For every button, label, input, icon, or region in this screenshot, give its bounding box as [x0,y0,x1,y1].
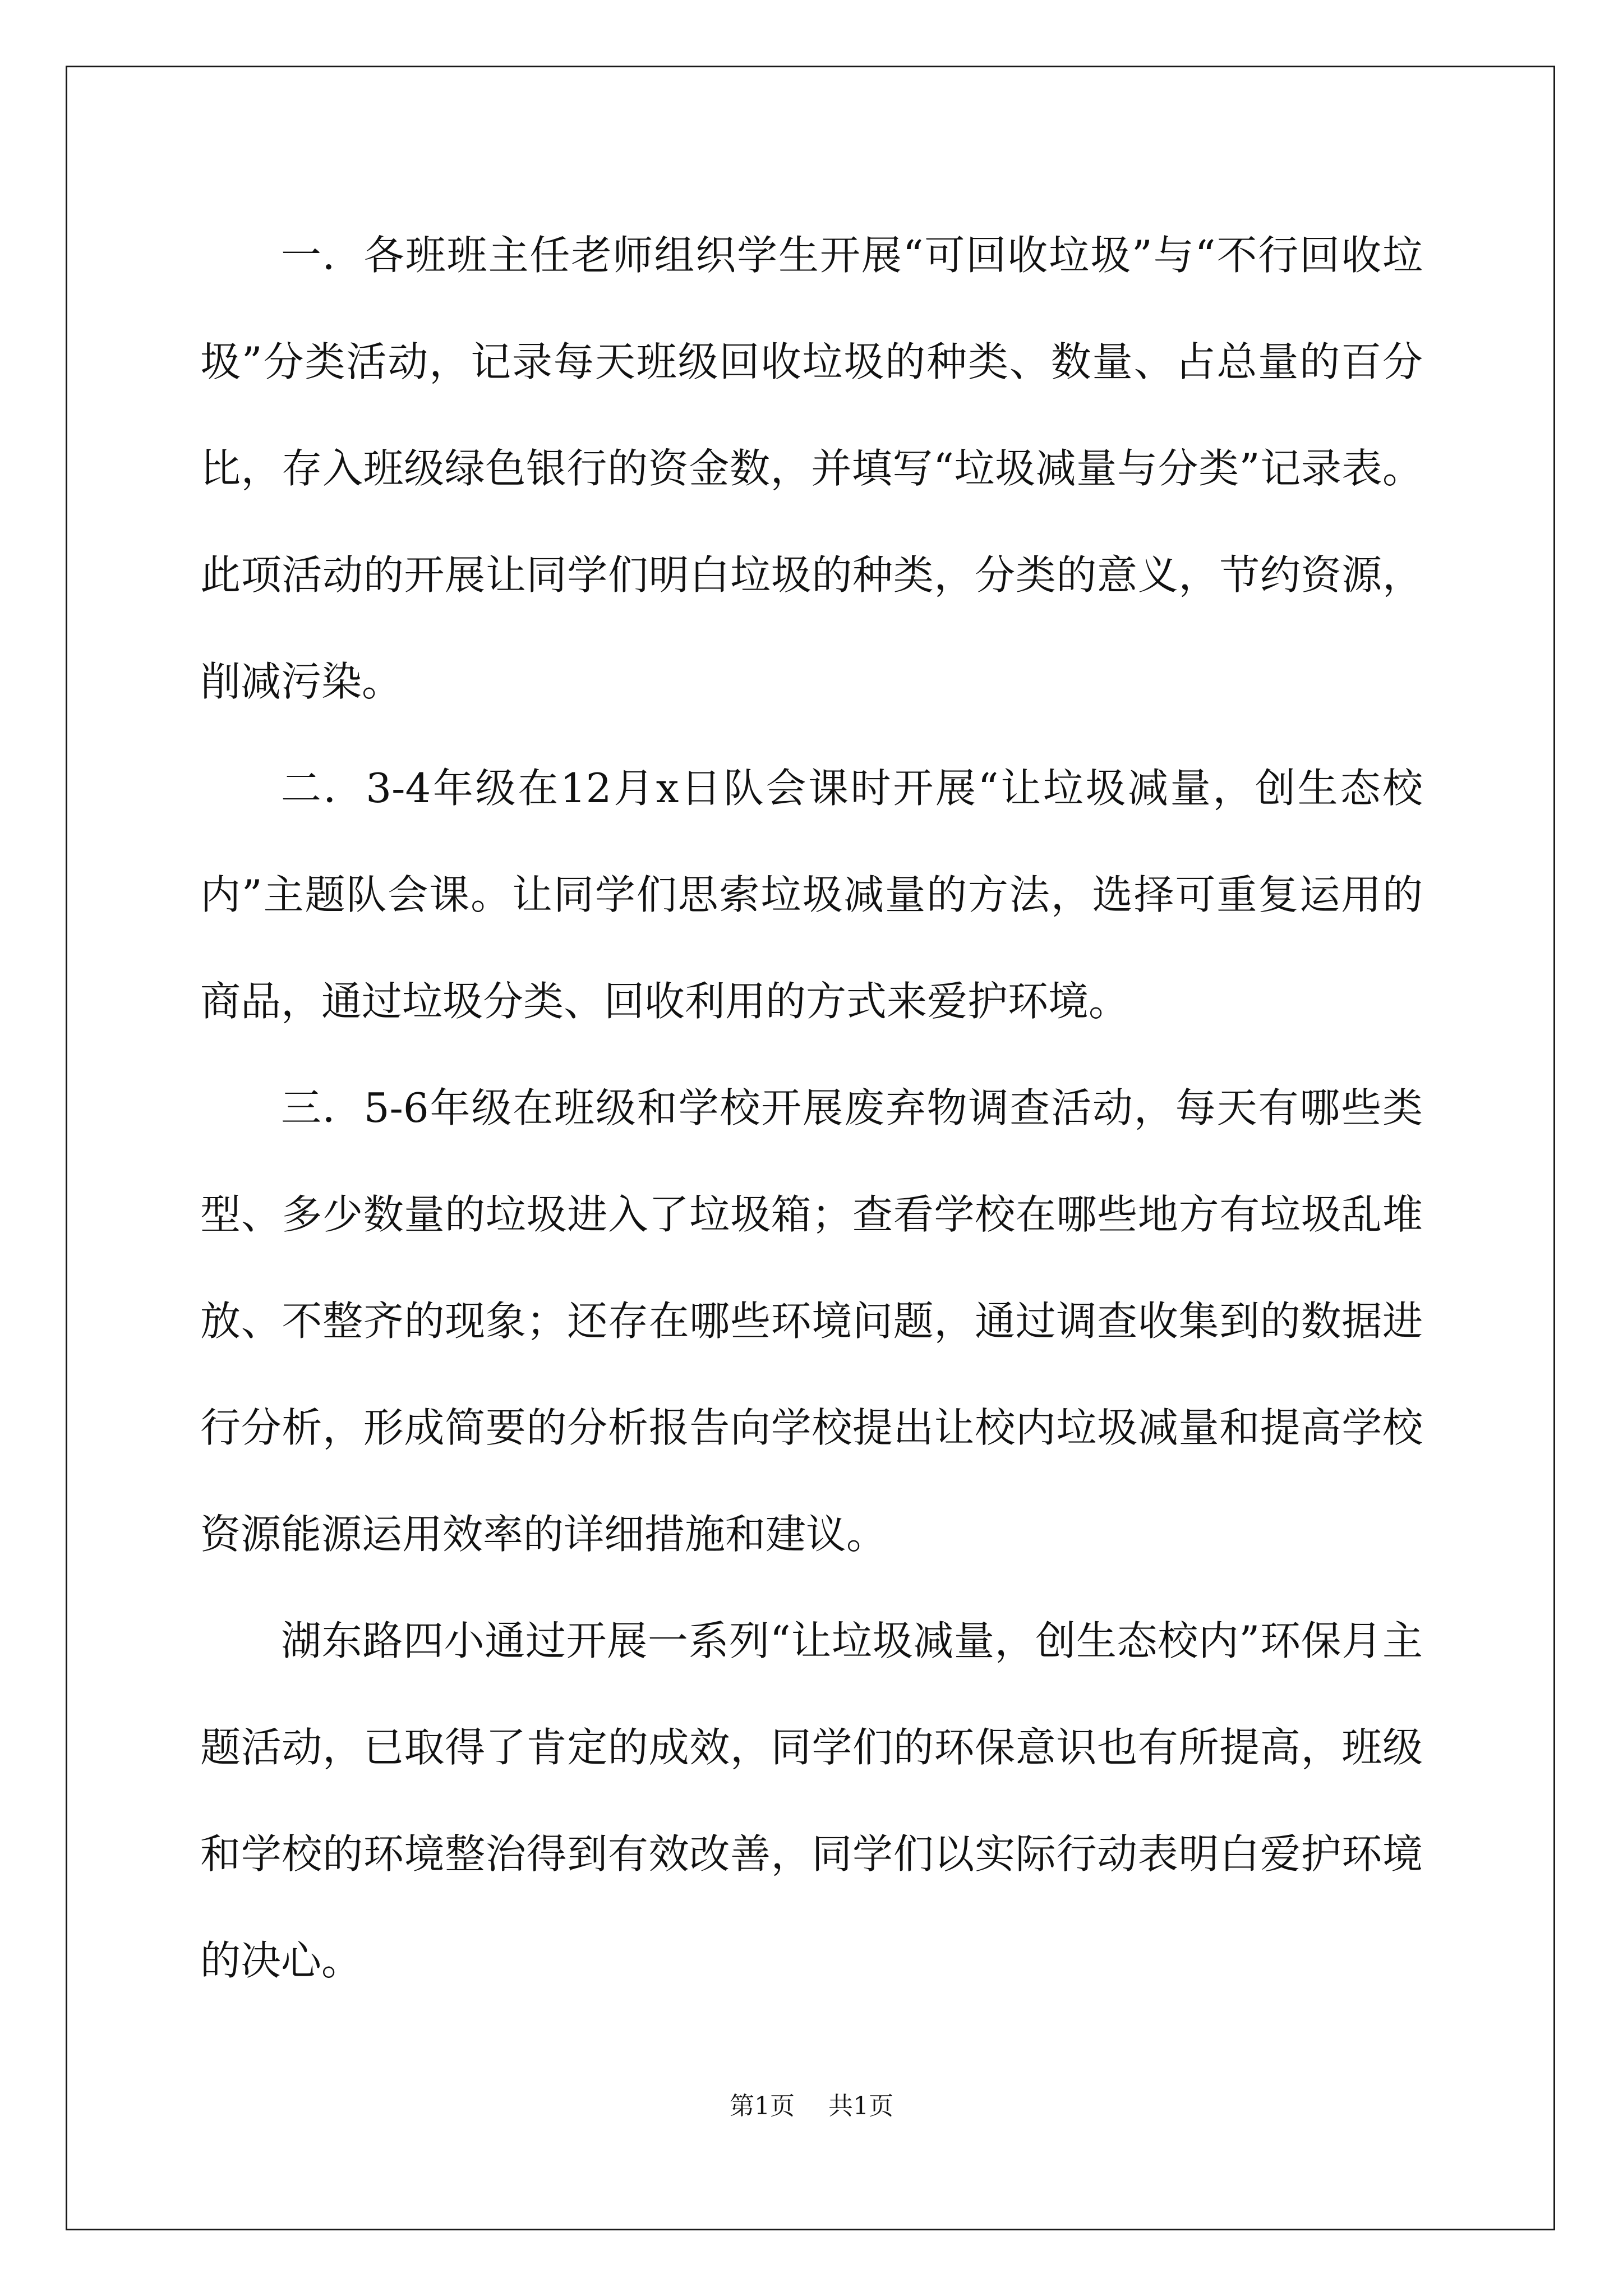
paragraph-3: 三．5-6年级在班级和学校开展废弃物调查活动，每天有哪些类型、多少数量的垃圾进入了垃圾箱；查看学校在哪些地方有垃圾乱堆放、不整齐的现象；还存在哪些环境问题，通过调查收集到的数据进行分析，形成简要的分析报告向学校提出让校内垃圾减量和提高学校资源能源运用效率的详细措施和建议。 [200,1084,1423,1558]
page-footer [0,2086,1623,2122]
paragraph-1: 一．各班班主任老师组织学生开展“可回收垃圾”与“不行回收垃圾”分类活动，记录每天班级回收垃圾的种类、数量、占总量的百分比，存入班级绿色银行的资金数，并填写“垃圾减量与分类”记录表。此项活动的开展让同学们明白垃圾的种类，分类的意义，节约资源，削减污染。 [200,232,1423,705]
paragraph-4: 湖东路四小通过开展一系列“让垃圾减量，创生态校内”环保月主题活动，已取得了肯定的成效，同学们的环保意识也有所提高，班级和学校的环境整治得到有效改善，同学们以实际行动表明白爱护环境的决心。 [200,1617,1423,1984]
page-number-current: 第1页 [730,2092,795,2120]
page-number-total: 共1页 [828,2092,893,2120]
paragraph-2: 二．3-4年级在12月x日队会课时开展“让垃圾减量，创生态校内”主题队会课。让同学们思索垃圾减量的方法，选择可重复运用的商品，通过垃圾分类、回收利用的方式来爱护环境。 [200,765,1423,1025]
document-body [200,202,1423,2014]
